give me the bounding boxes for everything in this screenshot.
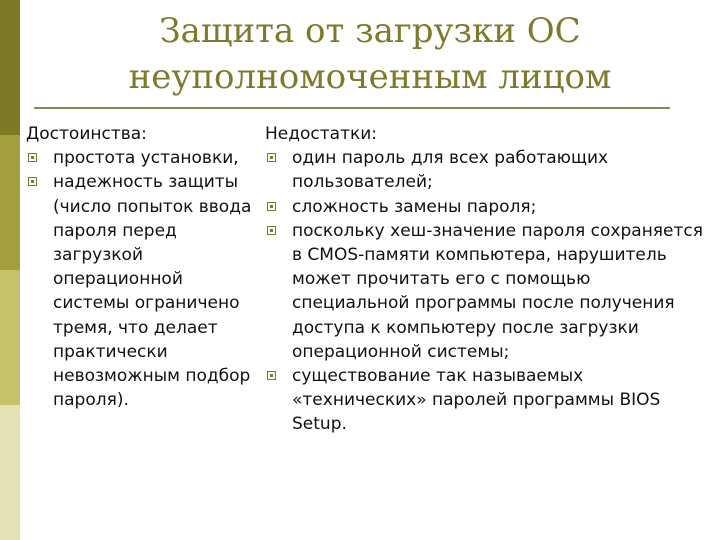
disadvantage-text: один пароль для всех работающих пользователей; xyxy=(292,148,609,193)
slide-title-line-1: Защита от загрузки ОС xyxy=(159,11,581,51)
square-bullet-icon xyxy=(28,153,37,162)
sidebar-block xyxy=(0,135,20,270)
square-bullet-icon xyxy=(267,371,276,380)
disadvantage-text: сложность замены пароля; xyxy=(292,196,537,217)
disadvantages-list xyxy=(265,146,710,436)
advantage-text: надежность защиты (число попыток ввода пароля перед загрузкой операционной системы ограничено тремя, что делает практически невозможным подбор пароля). xyxy=(53,172,252,411)
square-bullet-icon xyxy=(267,226,276,235)
advantages-list xyxy=(26,146,258,412)
square-bullet-icon xyxy=(267,153,276,162)
advantages-heading: Достоинства: xyxy=(26,124,147,144)
sidebar-block xyxy=(0,405,20,540)
square-bullet-icon xyxy=(267,202,276,211)
list-item xyxy=(265,364,710,437)
list-item xyxy=(26,146,258,170)
sidebar-block xyxy=(0,270,20,405)
list-item xyxy=(265,195,710,219)
square-bullet-icon xyxy=(28,177,37,186)
advantages-column xyxy=(26,122,258,412)
slide-title xyxy=(20,8,720,100)
slide-title-line-2: неуполномоченным лицом xyxy=(128,57,612,97)
disadvantage-text: поскольку хеш-значение пароля сохраняется в CMOS-памяти компьютера, нарушитель может прочитать его с помощью специальной программы после получения доступа к компьютеру после загрузки операционной системы; xyxy=(292,220,703,362)
decorative-sidebar xyxy=(0,0,20,540)
disadvantages-column xyxy=(265,122,710,437)
disadvantage-text: существование так называемых «технических» паролей программы BIOS Setup. xyxy=(292,366,661,435)
list-item xyxy=(265,219,710,364)
list-item xyxy=(26,170,258,412)
title-divider xyxy=(34,107,670,109)
list-item xyxy=(265,146,710,194)
advantage-text: простота установки, xyxy=(53,148,239,169)
sidebar-block xyxy=(0,0,20,135)
disadvantages-heading: Недостатки: xyxy=(265,124,378,144)
